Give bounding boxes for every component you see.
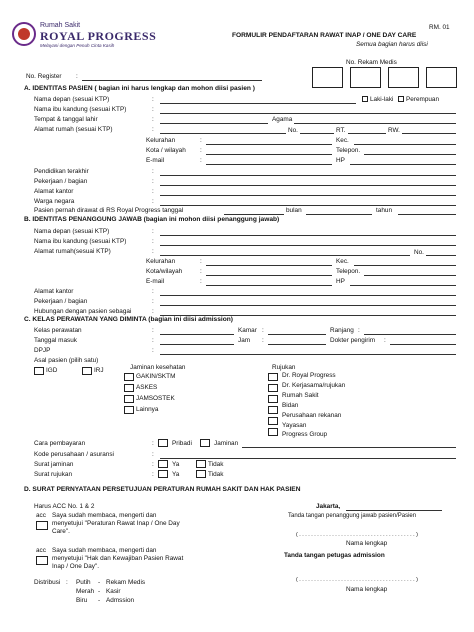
b-alamat-field[interactable] [160,255,410,256]
jaminan-checkbox-3[interactable] [124,395,134,403]
b-nama-field[interactable] [160,235,456,236]
c-kode-field[interactable] [160,458,456,459]
b-kec-label: Kec. [336,258,349,265]
c-tanggal-label: Tanggal masuk [34,337,77,344]
laki-checkbox[interactable] [362,96,368,102]
register-field[interactable] [82,80,262,81]
a-tahun-label: tahun [376,207,392,214]
hospital-logo-icon [12,22,36,46]
a-warga-field[interactable] [160,205,456,206]
b-email-label: E-mail [146,278,165,285]
a-kelurahan-field[interactable] [206,144,332,145]
a-alamat-label: Alamat rumah (sesuai KTP) [34,126,113,133]
nama-lengkap-1: Nama lengkap [346,540,388,547]
c-kamar-label: Kamar [238,327,257,334]
igd-label: IGD [46,367,58,374]
b-telepon-label: Telepon. [336,268,361,275]
b-kantor-label: Alamat kantor [34,288,74,295]
rujukan-checkbox-1[interactable] [268,373,278,381]
distribusi-dash-3: - [98,597,101,604]
pribadi-label: Pribadi [172,440,192,447]
igd-checkbox[interactable] [34,367,44,375]
section-c-title: C. KELAS PERAWATAN YANG DIMINTA (bagian ini diisi admission) [24,316,233,323]
a-alamat-field[interactable] [160,133,286,134]
a-tahun-field[interactable] [398,214,456,215]
logo-small-text: Rumah Sakit [40,22,81,29]
distribusi-dest-3: Admssion [106,597,135,604]
surat-jaminan-tidak-checkbox[interactable] [196,460,206,468]
a-ttl-field[interactable] [160,123,268,124]
jaminan-bayar-checkbox[interactable] [200,439,210,447]
rekam-medis-box-1[interactable] [312,67,343,88]
c-surat-rujukan-label: Surat rujukan [34,471,73,478]
c-dpjp-label: DPJP [34,347,51,354]
a-kec-field[interactable] [354,144,456,145]
a-kelurahan-label: Kelurahan [146,137,176,144]
a-pekerjaan-label: Pekerjaan / bagian [34,178,88,185]
rujukan-label-6: Yayasan [282,422,307,429]
surat-rujukan-tidak-label: Tidak [208,471,224,478]
b-nama-label: Nama depan (sesuai KTP) [34,228,110,235]
c-cara-bayar-label: Cara pembayaran [34,440,86,447]
distribusi-color-1: Putih [76,579,91,586]
rujukan-checkbox-4[interactable] [268,406,278,414]
c-kamar-field[interactable] [268,334,326,335]
b-kec-field[interactable] [354,265,456,266]
a-no-label: No. [288,127,298,134]
acc1-line-3: Care". [52,528,70,535]
jaminan-label-2: ASKES [136,384,158,391]
b-pekerjaan-label: Pekerjaan / bagian [34,298,88,305]
b-ibu-label: Nama ibu kandung (sesuai KTP) [34,238,127,245]
a-telepon-field[interactable] [364,154,456,155]
perempuan-checkbox[interactable] [398,96,404,102]
rekam-medis-box-3[interactable] [388,67,419,88]
section-d-title: D. SURAT PERNYATAAN PERSETUJUAN PERATURAN RUMAH SAKIT DAN HAK PASIEN [24,486,301,493]
a-no-field[interactable] [300,133,334,134]
c-dokter-field[interactable] [390,344,456,345]
acc2-prefix: acc [36,547,46,554]
c-ranjang-field[interactable] [364,334,456,335]
distribusi-dest-1: Rekam Medis [106,579,146,586]
rujukan-checkbox-5[interactable] [268,417,278,425]
b-hp-label: HP [336,278,345,285]
jaminan-label-4: Lainnya [136,406,159,413]
surat-jaminan-ya-checkbox[interactable] [158,460,168,468]
form-note: Semua bagian harus diisi [356,41,428,48]
a-pernah-tanggal-field[interactable] [224,214,284,215]
a-nama-label: Nama depan (sesuai KTP) [34,96,110,103]
rujukan-checkbox-3[interactable] [268,395,278,403]
jaminan-label-1: GAKIN/SKTM [136,373,176,380]
rujukan-label-7: Progress Group [282,431,328,438]
a-rw-label: RW. [388,127,400,134]
distribusi-dash-2: - [98,588,101,595]
acc1-line-2: menyetujui "Peraturan Rawat Inap / One Day [52,520,180,527]
a-pendidikan-label: Pendidikan terakhir [34,168,89,175]
b-hubungan-label: Hubungan dengan pasien sebagai [34,308,132,315]
jaminan-checkbox-2[interactable] [124,384,134,392]
ttd-petugas-label: Tanda tangan petugas admission [284,552,385,559]
distribusi-color-3: Biru [76,597,88,604]
logo-tagline: Melayani dengan Penuh Cinta Kasih [40,43,115,48]
a-bulan-field[interactable] [306,214,372,215]
a-kantor-field[interactable] [160,195,456,196]
b-alamat-label: Alamat rumah(sesuai KTP) [34,248,111,255]
ttd-petugas-sign-field[interactable]: ( . . . . . . . . . . . . . . . . . . . . . . . . . . . . . . . . . . . . . . . ) [296,577,418,583]
jakarta-date-field[interactable] [346,510,442,511]
rujukan-label-5: Perusahaan rekanan [282,412,342,419]
acc2-line-1: Saya sudah membaca, mengerti dan [52,547,157,554]
a-kota-label: Kota / wilayah [146,147,186,154]
laki-label: Laki-laki [370,96,394,103]
rekam-medis-box-2[interactable] [350,67,381,88]
acc1-line-1: Saya sudah membaca, mengerti dan [52,512,157,519]
c-asal-label: Asal pasien (pilih satu) [34,357,99,364]
irj-checkbox[interactable] [82,367,92,375]
c-jam-label: Jam [238,337,251,344]
rujukan-label-1: Dr. Royal Progress [282,372,336,379]
b-no-field[interactable] [426,255,456,256]
surat-rujukan-ya-checkbox[interactable] [158,470,168,478]
surat-rujukan-ya-label: Ya [172,471,180,478]
a-warga-label: Warga negara [34,198,75,205]
a-telepon-label: Telepon. [336,147,361,154]
rujukan-checkbox-6[interactable] [268,428,278,436]
b-kantor-field[interactable] [160,295,456,296]
b-hp-field[interactable] [350,285,456,286]
nama-lengkap-2: Nama lengkap [346,586,388,593]
form-code: RM. 01 [429,24,450,31]
jakarta-label: Jakarta, [316,503,341,510]
a-rt-label: RT. [336,127,346,134]
c-tanggal-field[interactable] [160,344,234,345]
a-ibu-field[interactable] [160,113,456,114]
b-telepon-field[interactable] [364,275,456,276]
a-kantor-label: Alamat kantor [34,188,74,195]
jaminan-title: Jaminan kesehatan [130,364,186,371]
a-bulan-label: bulan [286,207,302,214]
a-hp-field[interactable] [350,164,456,165]
b-kelurahan-label: Kelurahan [146,258,176,265]
c-kode-label: Kode perusahaan / asuransi [34,451,114,458]
a-pekerjaan-field[interactable] [160,185,456,186]
b-kota-label: Kota/wilayah [146,268,183,275]
jaminan-checkbox-4[interactable] [124,406,134,414]
a-kota-field[interactable] [206,154,332,155]
a-pendidikan-field[interactable] [160,175,456,176]
a-email-label: E-mail [146,157,165,164]
a-nama-field[interactable] [160,103,356,104]
ttd-pj-sign-field[interactable]: ( . . . . . . . . . . . . . . . . . . . . . . . . . . . . . . . . . . . . . . . ) [296,532,418,538]
jaminan-checkbox-1[interactable] [124,373,134,381]
rujukan-checkbox-2[interactable] [268,384,278,392]
a-pernah-label: Pasien pernah dirawat di RS Royal Progress tanggal [34,207,184,214]
distribusi-dest-2: Kasir [106,588,121,595]
a-ibu-label: Nama ibu kandung (sesuai KTP) [34,106,127,113]
acc1-prefix: acc [36,512,46,519]
a-rt-field[interactable] [348,133,386,134]
a-kec-label: Kec. [336,137,349,144]
section-b-title: B. IDENTITAS PENANGGUNG JAWAB (bagian ini mohon diisi penanggung jawab) [24,216,280,223]
rujukan-label-2: Dr. Kerjasama/rujukan [282,382,346,389]
distribusi-label: Distribusi [34,579,61,586]
irj-label: IRJ [94,367,104,374]
c-jam-field[interactable] [268,344,326,345]
section-a-title: A. IDENTITAS PASIEN ( bagian ini harus lengkap dan mohon diisi pasien ) [24,85,255,92]
a-agama-label: Agama [272,116,293,123]
b-email-field[interactable] [206,285,332,286]
acc2-line-2: menyetujui "Hak dan Kewajiban Pasien Rawat [52,555,184,562]
jaminan-bayar-field[interactable] [242,447,456,448]
rujukan-label-4: Bidan [282,402,299,409]
b-no-label: No. [414,249,424,256]
b-kota-field[interactable] [206,275,332,276]
ttd-pj-label: Tanda tangan penanggung jawab pasien/Pasien [288,513,417,519]
b-ibu-field[interactable] [160,245,456,246]
c-dokter-label: Dokter pengirim [330,337,376,344]
c-kelas-label: Kelas perawatan [34,327,82,334]
c-ranjang-label: Ranjang [330,327,354,334]
distribusi-color-2: Merah [76,588,95,595]
jaminan-bayar-label: Jaminan [214,440,239,447]
logo-name: ROYAL PROGRESS [40,29,157,43]
a-ttl-label: Tempat & tanggal lahir [34,116,98,123]
register-label: No. Register [26,73,62,80]
jaminan-label-3: JAMSOSTEK [136,395,175,402]
a-email-field[interactable] [206,164,332,165]
a-hp-label: HP [336,157,345,164]
c-kelas-field[interactable] [160,334,234,335]
acc1-checkbox[interactable] [36,521,48,530]
pribadi-checkbox[interactable] [158,439,168,447]
a-agama-field[interactable] [294,123,456,124]
surat-rujukan-tidak-checkbox[interactable] [196,470,206,478]
acc2-checkbox[interactable] [36,556,48,565]
distribusi-dash-1: - [98,579,101,586]
rekam-medis-label: No. Rekam Medis [346,59,397,66]
d-harus-label: Harus ACC No. 1 & 2 [34,503,95,510]
surat-jaminan-ya-label: Ya [172,461,180,468]
b-pekerjaan-field[interactable] [160,305,456,306]
perempuan-label: Perempuan [406,96,440,103]
a-rw-field[interactable] [402,133,456,134]
rujukan-label-3: Rumah Sakit [282,392,319,399]
c-surat-jaminan-label: Surat jaminan [34,461,74,468]
acc2-line-3: Inap / One Day". [52,563,100,570]
b-kelurahan-field[interactable] [206,265,332,266]
rekam-medis-box-4[interactable] [426,67,457,88]
c-dpjp-field[interactable] [160,354,456,355]
surat-jaminan-tidak-label: Tidak [208,461,224,468]
form-title: FORMULIR PENDAFTARAN RAWAT INAP / ONE DAY CARE [232,32,417,39]
rujukan-title: Rujukan [272,364,296,371]
